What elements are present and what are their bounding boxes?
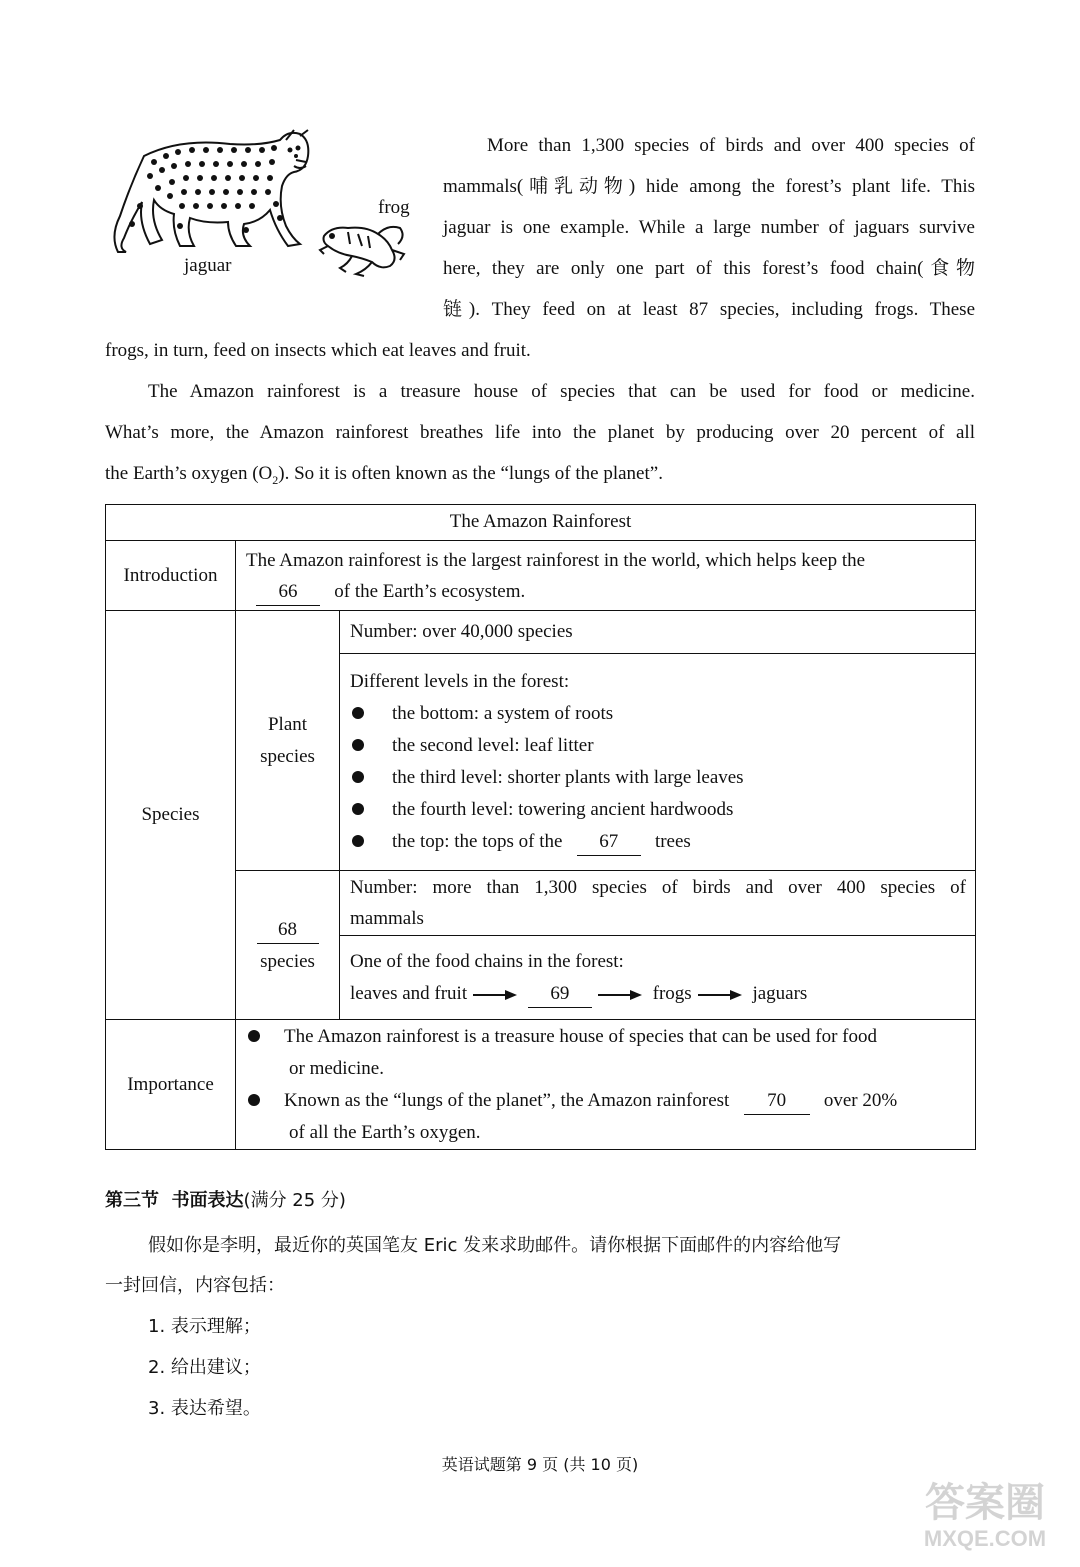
levels-title: Different levels in the forest:	[350, 671, 570, 692]
animal-number-line: Number: more than 1,300 species of birds and over 400 species of	[350, 877, 966, 898]
level-item: the top: the tops of the 67 trees	[352, 826, 691, 858]
arrow-icon	[698, 990, 742, 1000]
importance-label: Importance	[127, 1074, 214, 1095]
level-item: the bottom: a system of roots	[352, 698, 613, 730]
importance-item: Known as the “lungs of the planet”, the Amazon rainforest 70 over 20%	[248, 1085, 897, 1117]
section-item: 3. 表达希望。	[148, 1398, 261, 1419]
animal-species-label: 68 species	[235, 914, 340, 978]
jaguar-illustration	[110, 126, 315, 256]
section-paragraph: 一封回信，内容包括：	[105, 1275, 285, 1296]
blank-66[interactable]: 66	[256, 580, 320, 606]
species-label: Species	[141, 804, 200, 825]
arrow-icon	[473, 990, 517, 1000]
intro-line-1: The Amazon rainforest is the largest rainforest in the world, which helps keep the	[246, 550, 866, 571]
passage-line: mammals(哺乳动物) hide among the forest’s plant life. This	[443, 176, 975, 197]
intro-label: Introduction	[123, 565, 218, 586]
blank-67[interactable]: 67	[577, 830, 641, 856]
passage-line: jaguar is one example. While a large number of jaguars survive	[443, 217, 975, 238]
intro-line-2: 66 of the Earth’s ecosystem.	[256, 576, 525, 608]
section-item: 2. 给出建议；	[148, 1357, 261, 1378]
blank-70[interactable]: 70	[744, 1089, 810, 1115]
passage-line: More than 1,300 species of birds and over 400 species of	[487, 135, 975, 156]
chain-title: One of the food chains in the forest:	[350, 951, 624, 972]
watermark-logo: 答案圈 MXQE.COM	[923, 1480, 1047, 1551]
table-title: The Amazon Rainforest	[449, 511, 632, 532]
passage-line: here, they are only one part of this forest’s food chain(食物	[443, 258, 975, 279]
passage-line: 链). They feed on at least 87 species, including frogs. These	[443, 299, 975, 320]
section-paragraph: 假如你是李明，最近你的英国笔友 Eric 发来求助邮件。请你根据下面邮件的内容给他写	[148, 1235, 842, 1256]
importance-item-cont: or medicine.	[289, 1058, 384, 1079]
section-item: 1. 表示理解；	[148, 1316, 261, 1337]
passage-line: frogs, in turn, feed on insects which eat leaves and fruit.	[105, 340, 531, 361]
plant-species-label: Plant species	[260, 714, 315, 767]
passage-line: What’s more, the Amazon rainforest breathes life into the planet by producing over 20 percent of all	[105, 422, 975, 443]
animal-number-line: mammals	[350, 908, 424, 929]
frog-illustration	[318, 214, 408, 278]
level-item: the second level: leaf litter	[352, 730, 594, 762]
frog-label: frog	[378, 197, 410, 218]
level-item: the third level: shorter plants with large leaves	[352, 762, 744, 794]
passage-line: The Amazon rainforest is a treasure house of species that can be used for food or medicine.	[148, 381, 975, 402]
importance-item-cont: of all the Earth’s oxygen.	[289, 1122, 481, 1143]
food-chain: leaves and fruit 69 frogs jaguars	[350, 978, 807, 1010]
level-item: the fourth level: towering ancient hardwoods	[352, 794, 733, 826]
section-heading: 第三节 书面表达(满分 25 分)	[105, 1190, 346, 1211]
passage-line: the Earth’s oxygen $(O_2)$. So it is often known as the “lungs of the planet”.	[105, 463, 663, 487]
arrow-icon	[598, 990, 642, 1000]
jaguar-label: jaguar	[184, 255, 232, 276]
page-footer: 英语试题第 9 页 (共 10 页)	[441, 1455, 639, 1474]
plant-number: Number: over 40,000 species	[350, 621, 573, 642]
blank-69[interactable]: 69	[528, 982, 592, 1008]
blank-68[interactable]: 68	[257, 918, 319, 944]
importance-item: The Amazon rainforest is a treasure house of species that can be used for food	[248, 1021, 877, 1053]
